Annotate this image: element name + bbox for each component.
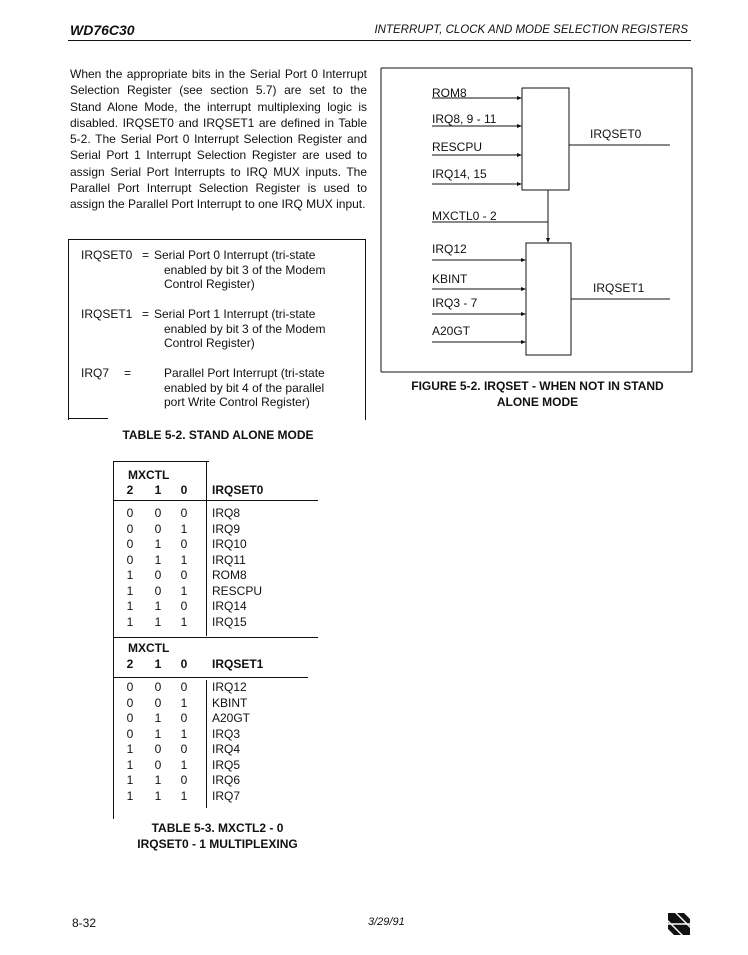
bit-header: 0 bbox=[180, 483, 188, 497]
mux0-input-label: RESCPU bbox=[432, 140, 483, 154]
bit-header: 1 bbox=[154, 483, 162, 497]
bit-cell: 0 bbox=[154, 568, 162, 582]
mux0-input-label: ROM8 bbox=[432, 86, 467, 100]
bit-cell: 0 bbox=[126, 680, 134, 694]
bit-cell: 1 bbox=[154, 726, 162, 741]
bit-cell: 0 bbox=[154, 742, 162, 756]
definition-desc-line: Serial Port 1 Interrupt (tri-state bbox=[154, 307, 316, 321]
bit-cell: 1 bbox=[154, 552, 162, 567]
bit-header: 2 bbox=[126, 483, 134, 497]
figure-caption-line: FIGURE 5-2. IRQSET - WHEN NOT IN STAND bbox=[411, 379, 664, 393]
bit-cell: 0 bbox=[154, 695, 162, 710]
signal-cell: IRQ3 bbox=[212, 726, 241, 741]
figure-5-2-caption bbox=[380, 378, 695, 410]
intro-paragraph: When the appropriate bits in the Serial Port 0 Interrupt Selection Register (see section 5.7) are set to the Stand Alone Mode, the interrupt multiplexing logic is disabled. IRQSET0 and IRQSET1 are defined in Table 5-2. The Serial Port 0 Interrupt Selection Register and Serial Port 1 Interrupt Selection Register are used to assign Serial Port Interrupts to IRQ MUX inputs. The Parallel Port Interrupt Selection Register is used to assign the Parallel Port Interrupt to one IRQ MUX input. bbox=[70, 67, 367, 212]
bit-cell: 0 bbox=[180, 506, 188, 520]
bit-cell: 0 bbox=[180, 711, 188, 725]
bit-cell: 0 bbox=[126, 506, 134, 520]
figure-caption-line: ALONE MODE bbox=[496, 395, 579, 409]
signal-cell: KBINT bbox=[212, 695, 248, 710]
signal-cell: IRQ6 bbox=[212, 773, 241, 787]
document-code: WD76C30 bbox=[70, 22, 135, 38]
bit-cell: 1 bbox=[126, 614, 134, 629]
bit-cell: 0 bbox=[180, 773, 188, 787]
signal-cell: IRQ8 bbox=[212, 506, 241, 520]
bit-cell: 1 bbox=[180, 788, 188, 803]
bit-cell: 0 bbox=[180, 599, 188, 613]
bit-cell: 0 bbox=[126, 552, 134, 567]
mxctl-header: MXCTL bbox=[128, 468, 170, 482]
bit-header: 0 bbox=[180, 657, 188, 671]
signal-cell: IRQ14 bbox=[212, 599, 247, 613]
bit-cell: 1 bbox=[154, 788, 162, 803]
select-label: MXCTL0 - 2 bbox=[432, 209, 497, 223]
bit-cell: 1 bbox=[154, 614, 162, 629]
bit-cell: 1 bbox=[126, 773, 134, 787]
signal-cell: IRQ5 bbox=[212, 757, 241, 772]
bit-cell: 0 bbox=[154, 506, 162, 520]
signal-cell: ROM8 bbox=[212, 568, 247, 582]
signal-cell: IRQ7 bbox=[212, 788, 241, 803]
bit-header: 1 bbox=[154, 657, 162, 671]
bit-cell: 0 bbox=[126, 711, 134, 725]
bit-cell: 0 bbox=[126, 537, 134, 551]
definition-equals: = bbox=[142, 248, 150, 262]
bit-header: 2 bbox=[126, 657, 134, 671]
definition-desc-line: enabled by bit 3 of the Modem bbox=[164, 321, 326, 336]
definition-term: IRQ7 bbox=[81, 366, 110, 380]
bit-cell: 0 bbox=[126, 695, 134, 710]
mux0-output-label: IRQSET0 bbox=[590, 127, 642, 141]
mux1-input-label: IRQ12 bbox=[432, 242, 467, 256]
bit-cell: 1 bbox=[126, 788, 134, 803]
bit-cell: 0 bbox=[180, 742, 188, 756]
signal-cell: IRQ9 bbox=[212, 521, 241, 536]
bit-cell: 1 bbox=[180, 726, 188, 741]
signal-cell: IRQ4 bbox=[212, 742, 241, 756]
bit-cell: 1 bbox=[180, 614, 188, 629]
footer-date: 3/29/91 bbox=[368, 916, 405, 928]
bit-cell: 1 bbox=[180, 552, 188, 567]
bit-cell: 1 bbox=[126, 583, 134, 598]
signal-cell: IRQ15 bbox=[212, 614, 247, 629]
signal-cell: A20GT bbox=[212, 711, 251, 725]
company-logo-icon bbox=[668, 913, 690, 935]
definition-desc-line: port Write Control Register) bbox=[164, 395, 310, 409]
bit-cell: 1 bbox=[180, 521, 188, 536]
mux0-input-label: IRQ8, 9 - 11 bbox=[432, 112, 497, 126]
table-5-2-caption: TABLE 5-2. STAND ALONE MODE bbox=[122, 428, 314, 442]
table-caption-line: IRQSET0 - 1 MULTIPLEXING bbox=[137, 837, 298, 851]
definition-equals: = bbox=[124, 366, 132, 380]
bit-cell: 1 bbox=[126, 757, 134, 772]
bit-cell: 0 bbox=[154, 583, 162, 598]
definition-desc-line: Control Register) bbox=[164, 336, 255, 350]
irqset0-header: IRQSET0 bbox=[212, 483, 264, 497]
bit-cell: 0 bbox=[126, 726, 134, 741]
definition-desc-line: Parallel Port Interrupt (tri-state bbox=[164, 366, 325, 380]
bit-cell: 0 bbox=[180, 537, 188, 551]
signal-cell: IRQ10 bbox=[212, 537, 247, 551]
table-caption-line: TABLE 5-3. MXCTL2 - 0 bbox=[151, 821, 284, 835]
bit-cell: 1 bbox=[154, 773, 162, 787]
bit-cell: 0 bbox=[154, 521, 162, 536]
bit-cell: 1 bbox=[126, 599, 134, 613]
definition-term: IRQSET1 bbox=[81, 307, 133, 321]
bit-cell: 1 bbox=[154, 599, 162, 613]
bit-cell: 0 bbox=[180, 680, 188, 694]
bit-cell: 0 bbox=[126, 521, 134, 536]
mux1-input-label: A20GT bbox=[432, 324, 471, 338]
bit-cell: 1 bbox=[180, 583, 188, 598]
definition-desc-line: enabled by bit 3 of the Modem bbox=[164, 262, 326, 277]
mxctl-header: MXCTL bbox=[128, 641, 170, 655]
signal-cell: IRQ11 bbox=[212, 552, 246, 567]
bit-cell: 1 bbox=[126, 568, 134, 582]
page-number: 8-32 bbox=[72, 916, 97, 930]
bit-cell: 1 bbox=[154, 537, 162, 551]
bit-cell: 1 bbox=[180, 695, 188, 710]
definition-desc-line: Serial Port 0 Interrupt (tri-state bbox=[154, 248, 316, 262]
definition-term: IRQSET0 bbox=[81, 248, 133, 262]
mux0-input-label: IRQ14, 15 bbox=[432, 167, 487, 181]
mux1-input-label: IRQ3 - 7 bbox=[432, 296, 478, 310]
mux1-output-label: IRQSET1 bbox=[593, 281, 645, 295]
bit-cell: 1 bbox=[180, 757, 188, 772]
bit-cell: 1 bbox=[126, 742, 134, 756]
definition-desc-line: Control Register) bbox=[164, 277, 255, 291]
bit-cell: 1 bbox=[154, 711, 162, 725]
irqset1-header: IRQSET1 bbox=[212, 657, 264, 671]
definition-equals: = bbox=[142, 307, 150, 321]
bit-cell: 0 bbox=[180, 568, 188, 582]
bit-cell: 0 bbox=[154, 680, 162, 694]
signal-cell: IRQ12 bbox=[212, 680, 247, 694]
section-title: INTERRUPT, CLOCK AND MODE SELECTION REGISTERS bbox=[374, 24, 688, 36]
definition-desc-line: enabled by bit 4 of the parallel bbox=[164, 380, 325, 395]
signal-cell: RESCPU bbox=[212, 583, 263, 598]
mux1-input-label: KBINT bbox=[432, 272, 468, 286]
bit-cell: 0 bbox=[154, 757, 162, 772]
